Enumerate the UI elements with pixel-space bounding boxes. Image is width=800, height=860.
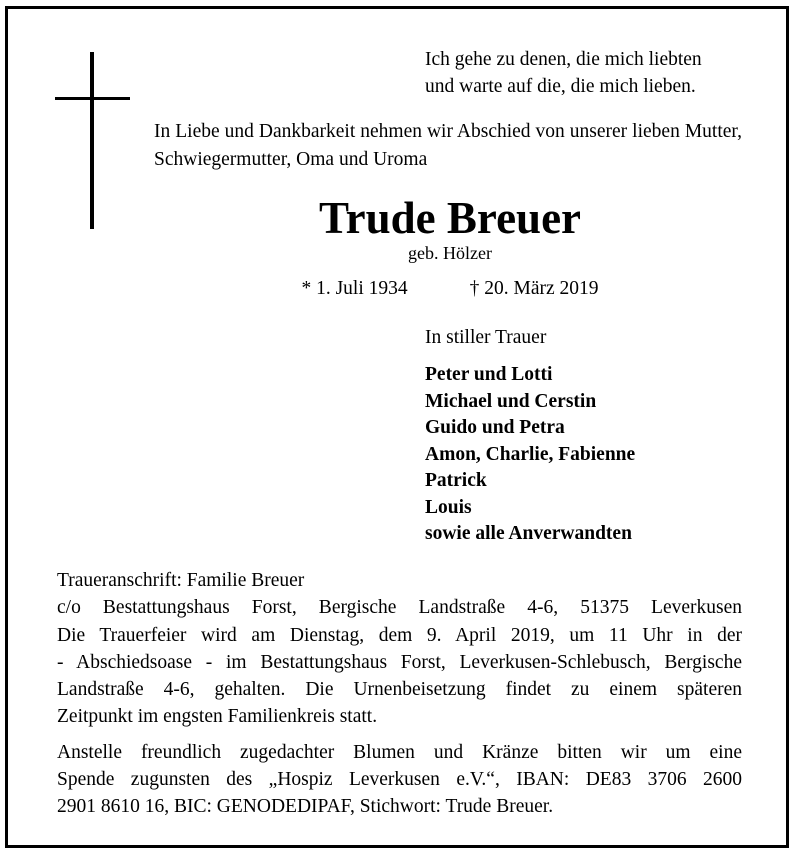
mourner-list xyxy=(425,362,765,548)
motto-quote xyxy=(425,46,765,100)
info-section xyxy=(57,567,742,821)
cross-horizontal-bar xyxy=(55,97,130,100)
list-item: Peter und Lotti xyxy=(425,364,553,385)
ceremony-line: Zeitpunkt im engsten Familienkreis statt. xyxy=(57,706,378,728)
death-date: † 20. März 2019 xyxy=(469,278,599,299)
deceased-name: Trude Breuer xyxy=(318,193,582,243)
ceremony-line: Landstraße 4-6, gehalten. Die Urnenbeisetzung findet zu einem späteren xyxy=(57,679,742,701)
address-line: Traueranschrift: Familie Breuer xyxy=(57,570,305,591)
ceremony-line: Die Trauerfeier wird am Dienstag, dem 9. April 2019, um 11 Uhr in der xyxy=(57,624,742,646)
motto-line: und warte auf die, die mich lieben. xyxy=(425,76,696,97)
donation-line: Anstelle freundlich zugedachter Blumen und Kränze bitten wir um eine xyxy=(57,741,742,763)
list-item: Louis xyxy=(425,496,472,518)
list-item: Amon, Charlie, Fabienne xyxy=(425,443,636,465)
maiden-name: geb. Hölzer xyxy=(408,243,492,263)
motto-line: Ich gehe zu denen, die mich liebten xyxy=(425,49,702,70)
intro-text: In Liebe und Dankbarkeit nehmen wir Abschied von unserer lieben Mutter, Schwiegermutter, Oma und Uroma xyxy=(154,121,742,170)
list-item: Patrick xyxy=(425,470,487,491)
donation-line: 2901 8610 16, BIC: GENODEDIPAF, Stichwort: Trude Breuer. xyxy=(57,796,554,818)
list-item: sowie alle Anverwandten xyxy=(425,523,632,544)
address-line: c/o Bestattungshaus Forst, Bergische Landstraße 4-6, 51375 Leverkusen xyxy=(57,597,742,619)
ceremony-line: - Abschiedsoase - im Bestattungshaus Forst, Leverkusen-Schlebusch, Bergische xyxy=(57,651,742,673)
paragraph-gap xyxy=(57,731,742,739)
donation-line: Spende zugunsten des „Hospiz Leverkusen e.V.“, IBAN: DE83 3706 2600 xyxy=(57,769,742,791)
mourning-heading: In stiller Trauer xyxy=(425,327,547,348)
birth-date: * 1. Juli 1934 xyxy=(301,278,408,299)
list-item: Michael und Cerstin xyxy=(425,390,597,412)
life-dates xyxy=(0,275,800,303)
list-item: Guido und Petra xyxy=(425,417,565,438)
